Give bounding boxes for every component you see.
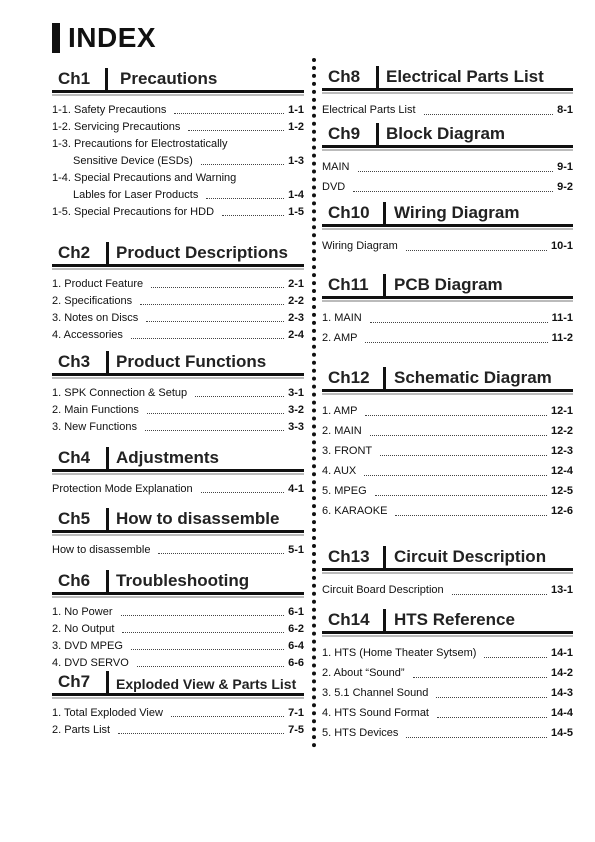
entry-label: 1. SPK Connection & Setup	[52, 387, 188, 399]
toc-entry[interactable]	[52, 310, 304, 327]
header-separator	[383, 274, 386, 296]
entry-list	[322, 308, 573, 348]
dot-leader	[370, 435, 547, 436]
entry-list	[322, 236, 573, 256]
entry-page-number: 3-2	[288, 404, 304, 416]
entry-label: DVD	[322, 181, 346, 193]
entry-label: Lables for Laser Products	[73, 189, 199, 201]
toc-entry[interactable]	[322, 580, 573, 600]
header-underline-shadow	[52, 534, 304, 536]
entry-list	[322, 580, 573, 600]
section-header	[52, 566, 304, 595]
entry-page-number: 9-2	[557, 181, 573, 193]
entry-label: 1. No Power	[52, 606, 113, 618]
dot-leader	[484, 657, 547, 658]
header-separator	[106, 447, 109, 469]
toc-entry[interactable]	[52, 481, 304, 498]
dot-leader	[437, 717, 547, 718]
dot-leader	[375, 495, 547, 496]
chapter-number: Ch5	[58, 509, 91, 528]
header-separator	[106, 570, 109, 592]
toc-entry[interactable]	[52, 402, 304, 419]
dot-leader	[171, 716, 284, 717]
entry-label: 2. Specifications	[52, 295, 133, 307]
entry-label: 4. AUX	[322, 465, 357, 477]
dot-leader	[201, 492, 284, 493]
section-ch6	[52, 566, 304, 672]
dot-leader	[222, 215, 284, 216]
column-divider	[312, 58, 316, 748]
entry-page-number: 11-1	[551, 312, 573, 324]
dot-leader	[188, 130, 284, 131]
entry-page-number: 14-1	[550, 647, 573, 659]
entry-page-number: 1-5	[288, 206, 304, 218]
section-ch12	[322, 363, 573, 521]
entry-label: Circuit Board Description	[322, 584, 444, 596]
chapter-number: Ch12	[328, 368, 370, 387]
dot-leader	[146, 321, 284, 322]
dot-leader	[436, 697, 547, 698]
toc-entry[interactable]	[322, 308, 573, 328]
dot-leader	[406, 250, 547, 251]
entry-label: 4. DVD SERVO	[52, 657, 129, 669]
chapter-number: Ch7	[58, 672, 91, 691]
header-separator	[383, 367, 386, 389]
header-underline-shadow	[322, 92, 573, 94]
dot-leader	[424, 114, 554, 115]
toc-entry[interactable]	[52, 119, 304, 136]
entry-label: 4. HTS Sound Format	[322, 707, 429, 719]
toc-entry[interactable]	[52, 542, 304, 559]
toc-entry[interactable]	[322, 157, 573, 177]
dot-leader	[370, 322, 548, 323]
chapter-number: Ch4	[58, 448, 91, 467]
entry-label: Electrical Parts List	[322, 104, 416, 116]
toc-entry[interactable]	[52, 705, 304, 722]
section-header	[52, 238, 304, 267]
header-underline-shadow	[52, 473, 304, 475]
chapter-number: Ch8	[328, 67, 361, 86]
toc-entry[interactable]	[322, 683, 573, 703]
entry-label: 1. Total Exploded View	[52, 707, 163, 719]
entry-page-number: 7-5	[288, 724, 304, 736]
title-bar	[52, 23, 60, 53]
chapter-number: Ch3	[58, 352, 91, 371]
section-header	[322, 270, 573, 299]
entry-label: 2. About “Sound”	[322, 667, 405, 679]
header-separator	[106, 508, 109, 530]
entry-label: 5. HTS Devices	[322, 727, 399, 739]
header-underline-shadow	[52, 94, 304, 96]
dot-leader	[147, 413, 284, 414]
entry-page-number: 1-4	[288, 189, 304, 201]
header-underline-shadow	[52, 268, 304, 270]
dot-leader	[151, 287, 284, 288]
header-separator	[106, 351, 109, 373]
header-underline-shadow	[52, 697, 304, 699]
header-underline-shadow	[322, 300, 573, 302]
header-separator	[106, 242, 109, 264]
section-ch9	[322, 119, 573, 197]
toc-entry[interactable]	[52, 621, 304, 638]
chapter-title: Circuit Description	[394, 547, 547, 566]
entry-label: 6. KARAOKE	[322, 505, 388, 517]
entry-page-number: 14-5	[550, 727, 573, 739]
entry-list	[52, 385, 304, 436]
toc-entry[interactable]	[322, 421, 573, 441]
entry-label: 2. Parts List	[52, 724, 111, 736]
section-ch7	[52, 667, 304, 739]
dot-leader	[158, 553, 284, 554]
entry-page-number: 13-1	[550, 584, 573, 596]
entry-list	[322, 401, 573, 521]
entry-label: 1-1. Safety Precautions	[52, 104, 167, 116]
toc-entry[interactable]	[322, 328, 573, 348]
dot-leader	[206, 198, 284, 199]
section-header	[52, 504, 304, 533]
entry-page-number: 6-6	[288, 657, 304, 669]
entry-page-number: 1-1	[288, 104, 304, 116]
header-underline-shadow	[322, 635, 573, 637]
entry-page-number: 12-6	[550, 505, 573, 517]
chapter-title: Exploded View & Parts List	[116, 676, 297, 692]
section-header	[52, 347, 304, 376]
entry-label: 1-3. Precautions for Electrostatically	[52, 138, 228, 150]
chapter-number: Ch6	[58, 571, 91, 590]
chapter-title: HTS Reference	[394, 610, 515, 629]
entry-list	[322, 100, 573, 120]
header-underline-shadow	[322, 393, 573, 395]
entry-label: Sensitive Device (ESDs)	[73, 155, 193, 167]
page-title	[52, 22, 156, 54]
chapter-title: PCB Diagram	[394, 275, 503, 294]
dot-leader	[365, 415, 547, 416]
dot-leader	[195, 396, 284, 397]
dot-leader	[395, 515, 547, 516]
section-ch3	[52, 347, 304, 436]
entry-list	[52, 542, 304, 559]
chapter-title: Electrical Parts List	[386, 67, 544, 86]
entry-page-number: 12-4	[550, 465, 573, 477]
toc-entry[interactable]	[322, 481, 573, 501]
entry-list	[322, 643, 573, 743]
dot-leader	[122, 632, 284, 633]
entry-label: 2. Main Functions	[52, 404, 139, 416]
toc-entry[interactable]	[52, 153, 304, 170]
section-header	[322, 198, 573, 227]
dot-leader	[131, 649, 284, 650]
dot-leader	[118, 733, 284, 734]
section-header	[322, 119, 573, 148]
section-ch8	[322, 62, 573, 120]
toc-entry[interactable]	[52, 385, 304, 402]
section-ch10	[322, 198, 573, 256]
toc-entry[interactable]	[52, 638, 304, 655]
entry-page-number: 3-1	[288, 387, 304, 399]
dot-leader	[365, 342, 547, 343]
entry-page-number: 6-4	[288, 640, 304, 652]
chapter-title: Product Descriptions	[116, 243, 288, 262]
entry-label: 3. New Functions	[52, 421, 137, 433]
entry-page-number: 14-3	[550, 687, 573, 699]
chapter-title: Adjustments	[116, 448, 219, 467]
entry-label: 3. Notes on Discs	[52, 312, 139, 324]
header-separator	[105, 68, 108, 90]
toc-entry[interactable]	[52, 136, 304, 153]
header-separator	[383, 609, 386, 631]
toc-entry[interactable]	[322, 643, 573, 663]
chapter-number: Ch1	[58, 69, 91, 88]
chapter-title: Troubleshooting	[116, 571, 250, 590]
entry-page-number: 9-1	[557, 161, 573, 173]
entry-label: 1-2. Servicing Precautions	[52, 121, 181, 133]
entry-list	[52, 604, 304, 672]
toc-entry[interactable]	[322, 236, 573, 256]
entry-label: 2. AMP	[322, 332, 358, 344]
dot-leader	[121, 615, 285, 616]
page-title-text: INDEX	[68, 22, 157, 53]
entry-page-number: 12-3	[550, 445, 573, 457]
toc-entry[interactable]	[52, 722, 304, 739]
entry-label: 3. FRONT	[322, 445, 373, 457]
header-separator	[376, 66, 379, 88]
toc-entry[interactable]	[322, 663, 573, 683]
entry-page-number: 12-5	[550, 485, 573, 497]
section-ch5	[52, 504, 304, 559]
toc-entry[interactable]	[322, 501, 573, 521]
entry-label: 1. AMP	[322, 405, 358, 417]
chapter-number: Ch9	[328, 124, 361, 143]
section-header	[322, 363, 573, 392]
chapter-number: Ch13	[328, 547, 370, 566]
header-separator	[383, 202, 386, 224]
toc-entry[interactable]	[322, 723, 573, 743]
entry-label: 1-5. Special Precautions for HDD	[52, 206, 215, 218]
entry-page-number: 1-2	[288, 121, 304, 133]
entry-page-number: 7-1	[288, 707, 304, 719]
entry-page-number: 8-1	[557, 104, 573, 116]
toc-entry[interactable]	[322, 177, 573, 197]
dot-leader	[145, 430, 284, 431]
header-underline-shadow	[322, 228, 573, 230]
entry-label: 1. Product Feature	[52, 278, 144, 290]
toc-entry[interactable]	[52, 419, 304, 436]
entry-page-number: 2-4	[288, 329, 304, 341]
chapter-number: Ch14	[328, 610, 370, 629]
section-header	[322, 542, 573, 571]
chapter-title: Product Functions	[116, 352, 267, 371]
entry-page-number: 12-1	[550, 405, 573, 417]
entry-label: 3. 5.1 Channel Sound	[322, 687, 429, 699]
chapter-number: Ch10	[328, 203, 370, 222]
entry-label: 4. Accessories	[52, 329, 123, 341]
section-header	[52, 64, 304, 93]
chapter-title: Schematic Diagram	[394, 368, 552, 387]
header-separator	[376, 123, 379, 145]
toc-entry[interactable]	[52, 170, 304, 187]
dot-leader	[413, 677, 547, 678]
toc-entry[interactable]	[322, 100, 573, 120]
entry-page-number: 5-1	[288, 544, 304, 556]
entry-label: 1-4. Special Precautions and Warning	[52, 172, 237, 184]
entry-label: 5. MPEG	[322, 485, 367, 497]
toc-entry[interactable]	[52, 276, 304, 293]
dot-leader	[452, 594, 547, 595]
header-separator	[106, 671, 109, 693]
entry-list	[52, 102, 304, 221]
toc-entry[interactable]	[322, 441, 573, 461]
entry-list	[52, 276, 304, 344]
chapter-title: Wiring Diagram	[394, 203, 520, 222]
section-header	[52, 443, 304, 472]
section-header	[322, 62, 573, 91]
entry-page-number: 4-1	[288, 483, 304, 495]
entry-label: 1. MAIN	[322, 312, 362, 324]
dot-leader	[201, 164, 284, 165]
entry-page-number: 1-3	[288, 155, 304, 167]
chapter-number: Ch2	[58, 243, 91, 262]
entry-page-number: 2-2	[288, 295, 304, 307]
section-ch1	[52, 64, 304, 221]
toc-entry[interactable]	[52, 327, 304, 344]
entry-label: How to disassemble	[52, 544, 151, 556]
dot-leader	[358, 171, 554, 172]
entry-label: MAIN	[322, 161, 350, 173]
entry-page-number: 14-4	[550, 707, 573, 719]
section-header	[322, 605, 573, 634]
section-header	[52, 667, 304, 696]
entry-page-number: 14-2	[550, 667, 573, 679]
header-underline-shadow	[52, 377, 304, 379]
chapter-number: Ch11	[328, 275, 369, 294]
toc-entry[interactable]	[52, 187, 304, 204]
header-underline-shadow	[322, 572, 573, 574]
entry-page-number: 12-2	[550, 425, 573, 437]
dot-leader	[380, 455, 547, 456]
entry-page-number: 2-3	[288, 312, 304, 324]
dot-leader	[353, 191, 553, 192]
chapter-title: How to disassemble	[116, 509, 280, 528]
toc-entry[interactable]	[52, 102, 304, 119]
toc-entry[interactable]	[52, 204, 304, 221]
entry-page-number: 10-1	[550, 240, 573, 252]
entry-page-number: 6-1	[288, 606, 304, 618]
entry-page-number: 3-3	[288, 421, 304, 433]
entry-label: 1. HTS (Home Theater Sytsem)	[322, 647, 477, 659]
toc-entry[interactable]	[322, 461, 573, 481]
entry-page-number: 6-2	[288, 623, 304, 635]
header-separator	[383, 546, 386, 568]
entry-list	[322, 157, 573, 197]
entry-list	[52, 481, 304, 498]
dot-leader	[406, 737, 547, 738]
entry-label: Protection Mode Explanation	[52, 483, 193, 495]
dot-leader	[131, 338, 284, 339]
entry-page-number: 11-2	[551, 332, 573, 344]
header-underline-shadow	[52, 596, 304, 598]
section-ch11	[322, 270, 573, 348]
entry-label: 2. No Output	[52, 623, 115, 635]
entry-label: Wiring Diagram	[322, 240, 398, 252]
toc-entry[interactable]	[52, 604, 304, 621]
toc-entry[interactable]	[52, 293, 304, 310]
dot-leader	[364, 475, 547, 476]
section-ch14	[322, 605, 573, 743]
dot-leader	[140, 304, 284, 305]
entry-label: 3. DVD MPEG	[52, 640, 123, 652]
chapter-title: Precautions	[120, 69, 218, 88]
header-underline-shadow	[322, 149, 573, 151]
entry-page-number: 2-1	[288, 278, 304, 290]
section-ch4	[52, 443, 304, 498]
toc-entry[interactable]	[322, 703, 573, 723]
entry-list	[52, 705, 304, 739]
chapter-title: Block Diagram	[386, 124, 506, 143]
toc-entry[interactable]	[322, 401, 573, 421]
dot-leader	[174, 113, 284, 114]
section-ch13	[322, 542, 573, 600]
section-ch2	[52, 238, 304, 344]
entry-label: 2. MAIN	[322, 425, 362, 437]
